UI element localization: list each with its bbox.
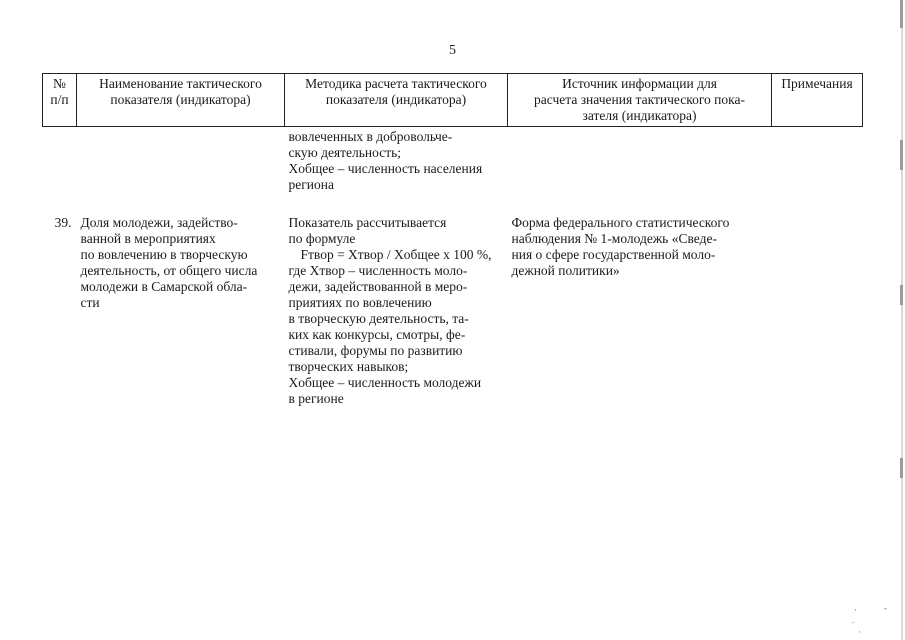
method-line: в творческую деятельность, та- xyxy=(288,311,469,326)
row-number: 39. xyxy=(54,215,72,230)
calculation-method-cell xyxy=(285,215,508,407)
source-line: Форма федерального статистического xyxy=(511,215,730,230)
source-line: дежной политики» xyxy=(511,263,620,278)
header-information-source: Источник информации для расчета значения тактического пока- зателя (индикатора) xyxy=(508,74,772,127)
name-line: по вовлечению в творческую xyxy=(80,247,248,262)
source-line: наблюдения № 1-молодежь «Сведе- xyxy=(511,231,717,246)
method-line: Xобщее – численность населения xyxy=(288,161,483,176)
notes-cell xyxy=(772,215,863,407)
name-line: сти xyxy=(80,295,100,310)
method-line: региона xyxy=(288,177,334,192)
method-line: по формуле xyxy=(288,231,356,246)
scan-speck: . xyxy=(852,615,855,625)
source-line: ния о сфере государственной моло- xyxy=(511,247,716,262)
method-line: стивали, форумы по развитию xyxy=(288,343,463,358)
table-row-39 xyxy=(43,215,863,407)
method-line: творческих навыков; xyxy=(288,359,409,374)
scan-speck: - xyxy=(884,603,887,613)
table-row-continuation xyxy=(43,127,863,194)
method-line: Xобщее – численность молодежи xyxy=(288,375,482,390)
continuation-method-cell xyxy=(285,127,508,194)
header-calculation-method: Методика расчета тактического показателя (индикатора) xyxy=(285,74,508,127)
scan-speck: · xyxy=(858,627,861,637)
information-source-cell xyxy=(508,215,772,407)
name-line: деятельность, от общего числа xyxy=(80,263,258,278)
method-line: в регионе xyxy=(288,391,344,406)
indicator-name-cell xyxy=(77,215,285,407)
scan-speck: · xyxy=(854,605,857,615)
method-line: дежи, задействованной в меро- xyxy=(288,279,468,294)
name-line: Доля молодежи, задейство- xyxy=(80,215,238,230)
page-number: 5 xyxy=(449,43,456,58)
method-line: Показатель рассчитывается xyxy=(288,215,447,230)
scan-mark xyxy=(900,285,903,305)
header-notes: Примечания xyxy=(772,74,863,127)
method-line: скую деятельность; xyxy=(288,145,402,160)
method-line: вовлеченных в добровольче- xyxy=(288,129,453,144)
method-line: где Xтвор – численность моло- xyxy=(288,263,468,278)
scan-mark xyxy=(900,0,903,28)
indicator-table xyxy=(42,73,863,407)
indicator-table-wrapper xyxy=(42,73,862,407)
formula-line: Fтвор = Xтвор / Xобщее x 100 %, xyxy=(300,247,492,262)
table-header xyxy=(43,74,863,127)
header-indicator-name: Наименование тактического показателя (индикатора) xyxy=(77,74,285,127)
name-line: молодежи в Самарской обла- xyxy=(80,279,248,294)
scan-mark xyxy=(900,140,903,170)
name-line: ванной в мероприятиях xyxy=(80,231,216,246)
scan-mark xyxy=(900,458,903,478)
scan-edge xyxy=(901,0,903,640)
method-line: приятиях по вовлечению xyxy=(288,295,432,310)
method-line: ких как конкурсы, смотры, фе- xyxy=(288,327,466,342)
header-number: № п/п xyxy=(43,74,77,127)
